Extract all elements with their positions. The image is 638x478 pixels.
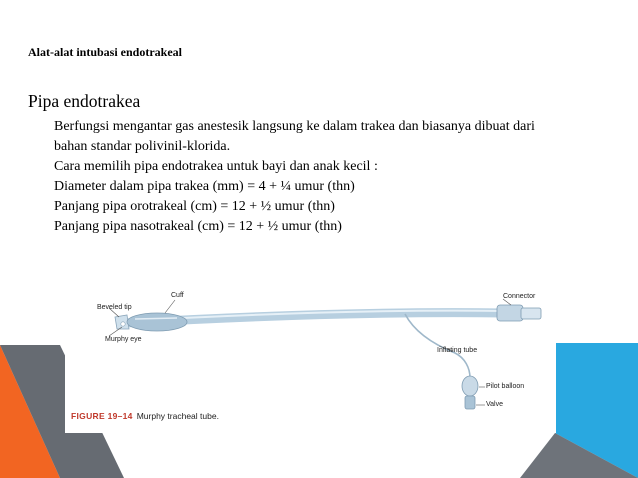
valve-label: Valve [486, 401, 503, 408]
body-line: Cara memilih pipa endotrakea untuk bayi dan anak kecil : [54, 159, 378, 174]
slide-heading: Alat-alat intubasi endotrakeal [28, 45, 183, 59]
cuff-label: Cuff [171, 292, 184, 299]
valve-shape [465, 396, 475, 409]
body-line: Diameter dalam pipa trakea (mm) = 4 + ¼ umur (thn) [54, 179, 355, 194]
inflating-tube-label: Inflating tube [437, 347, 478, 354]
inflating-tube-shape [405, 314, 470, 378]
body-line: bahan standar polivinil-klorida. [54, 139, 231, 154]
body-line: Panjang pipa orotrakeal (cm) = 12 + ½ umur (thn) [54, 199, 335, 214]
tracheal-tube-figure [65, 283, 556, 433]
pilot-balloon-label: Pilot balloon [486, 383, 525, 390]
figure-caption-text: Murphy tracheal tube. [136, 411, 219, 421]
pilot-balloon-shape [462, 376, 478, 396]
murphy-eye-label: Murphy eye [105, 336, 142, 343]
body-text [54, 118, 614, 238]
connector-label: Connector [503, 293, 536, 300]
cuff-shape [127, 313, 187, 331]
connector-shape [497, 305, 523, 321]
slide-subtitle: Pipa endotrakea [28, 91, 141, 111]
figure-number: FIGURE 19–14 [71, 411, 133, 421]
murphy-eye-hole [121, 322, 125, 326]
beveled-tip-label: Beveled tip [97, 304, 132, 311]
figure-caption [71, 411, 219, 421]
body-line: Panjang pipa nasotrakeal (cm) = 12 + ½ umur (thn) [54, 219, 342, 234]
body-line: Berfungsi mengantar gas anestesik langsung ke dalam trakea dan biasanya dibuat dari [54, 119, 535, 134]
